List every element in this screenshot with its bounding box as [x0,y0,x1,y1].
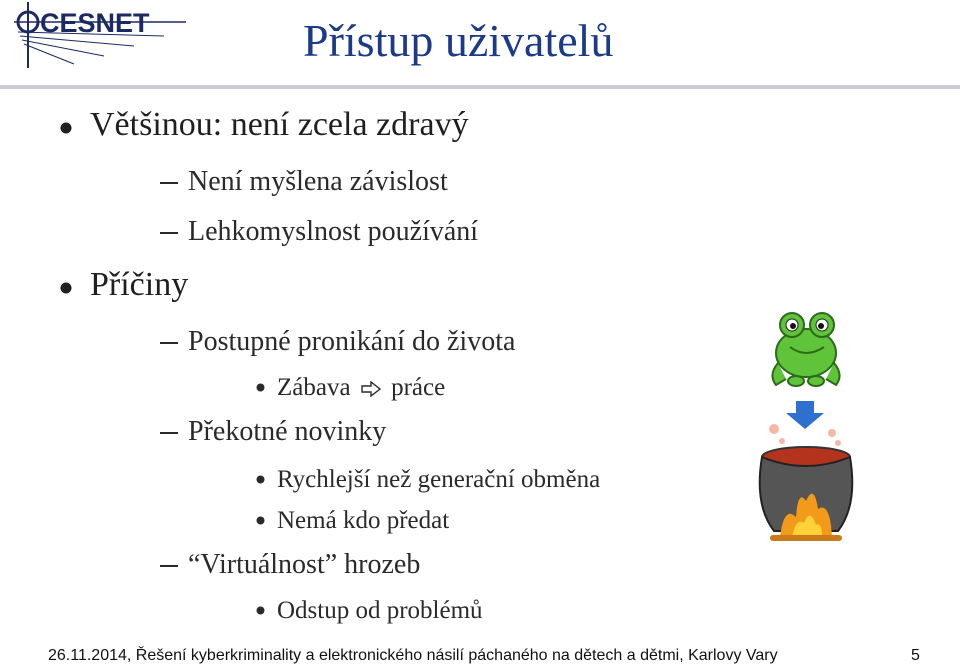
sub-recklessness: Lehkomyslnost používání [188,216,479,247]
sub-not-addiction: Není myšlena závislost [188,166,448,197]
sub-faster-than-generation: Rychlejší než generační obměna [277,466,601,493]
sub-fun-to-work [277,374,445,402]
fun-text: Zábava [277,374,351,401]
page-title: Přístup uživatelů [303,15,614,66]
sub-distance-from-problems: Odstup od problémů [277,597,483,624]
dash-icon [160,182,178,185]
bullet-causes: Příčiny [90,266,189,303]
logo-text: CESNET [40,8,150,38]
arrow-right-icon [361,381,381,397]
sub-nobody-to-pass: Nemá kdo předat [277,507,450,534]
bullet-dot-icon [60,122,72,134]
sub-rapid-novelties: Překotné novinky [188,416,387,447]
cesnet-logo [14,2,186,68]
frog-in-pot-illustration [740,305,870,550]
work-text: práce [391,374,446,401]
arrow-down-icon [786,401,824,429]
title-divider [0,85,960,89]
dash-icon [160,342,178,345]
sub-gradual-penetration: Postupné pronikání do života [188,326,516,357]
sub-virtuality-of-threats: “Virtuálnost” hrozeb [188,549,421,580]
dash-icon [160,432,178,435]
bullet-dot-icon [256,383,265,392]
dash-icon [160,232,178,235]
footer-text: 26.11.2014, Řešení kyberkriminality a elektronického násilí páchaného na dětech a dětmi, Karlovy Vary [48,647,778,664]
frog-icon [772,313,839,386]
bullet-dot-icon [256,606,265,615]
dash-icon [160,565,178,568]
bullet-dot-icon [256,475,265,484]
bullet-dot-icon [256,516,265,525]
bullet-dot-icon [60,282,72,294]
page-number: 5 [911,647,920,664]
bullet-usage: Většinou: není zcela zdravý [90,106,469,143]
